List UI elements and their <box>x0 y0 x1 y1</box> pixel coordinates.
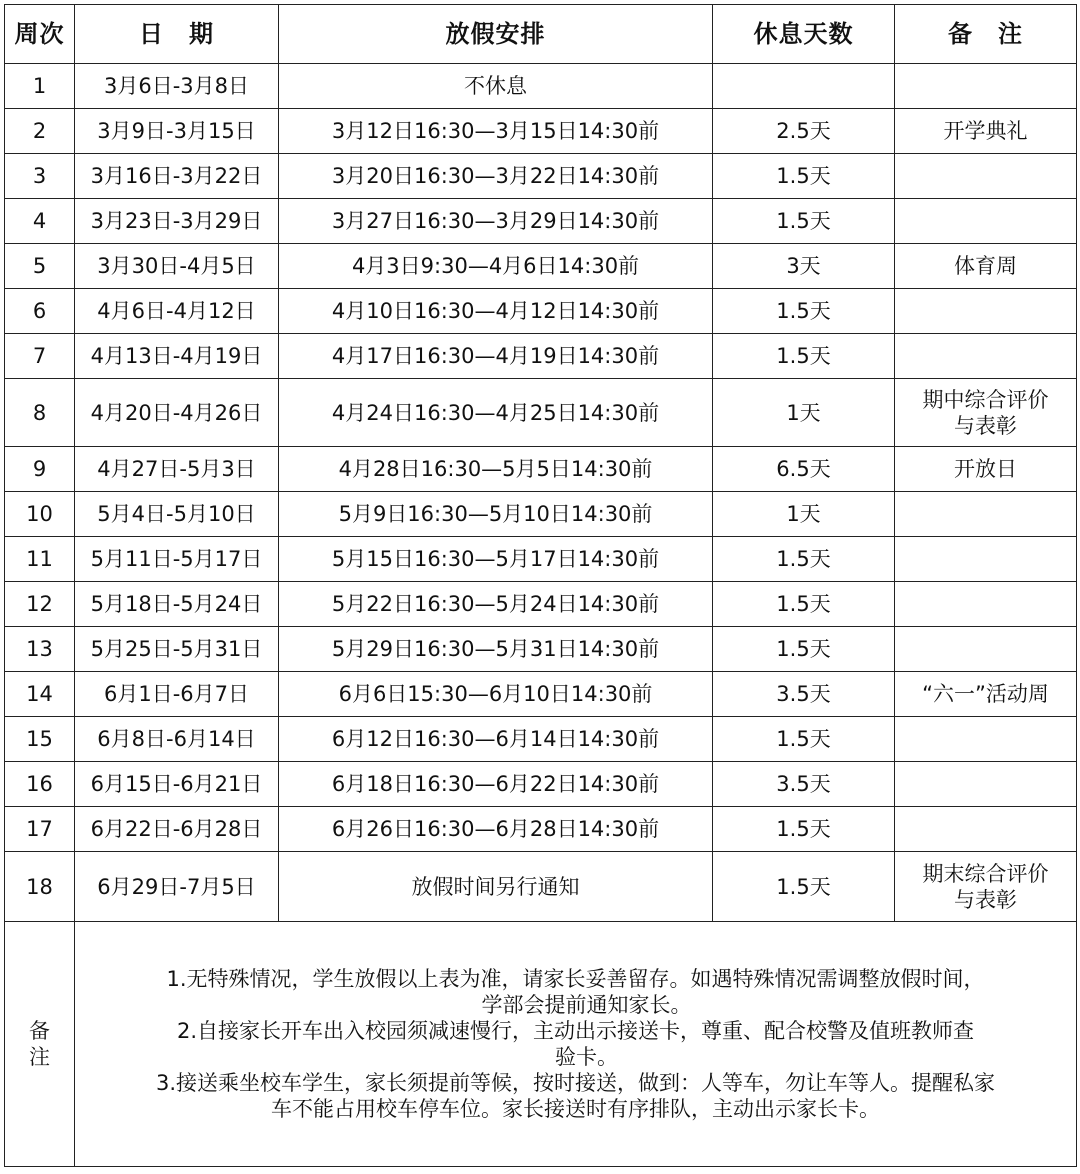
table-row <box>5 582 1077 627</box>
arrangement-cell: 3月20日16:30—3月22日14:30前 <box>279 154 713 199</box>
note-item <box>75 1070 1076 1122</box>
header-row <box>5 5 1077 64</box>
rest-days-cell: 1.5天 <box>713 154 895 199</box>
date-cell: 4月27日-5月3日 <box>75 447 279 492</box>
week-cell: 2 <box>5 109 75 154</box>
rest-days-cell: 3天 <box>713 244 895 289</box>
arrangement-cell: 4月3日9:30—4月6日14:30前 <box>279 244 713 289</box>
date-cell: 4月13日-4月19日 <box>75 334 279 379</box>
rest-days-cell: 1.5天 <box>713 717 895 762</box>
remark-cell <box>895 154 1077 199</box>
week-cell: 16 <box>5 762 75 807</box>
arrangement-cell: 5月15日16:30—5月17日14:30前 <box>279 537 713 582</box>
week-cell: 1 <box>5 64 75 109</box>
rest-days-cell: 1天 <box>713 379 895 447</box>
table-row <box>5 244 1077 289</box>
arrangement-cell: 6月12日16:30—6月14日14:30前 <box>279 717 713 762</box>
date-cell: 6月1日-6月7日 <box>75 672 279 717</box>
rest-days-cell: 1天 <box>713 492 895 537</box>
remark-cell <box>895 807 1077 852</box>
week-cell: 6 <box>5 289 75 334</box>
table-row <box>5 852 1077 922</box>
header-rest-days: 休息天数 <box>713 5 895 64</box>
header-date: 日 期 <box>75 5 279 64</box>
arrangement-cell: 6月26日16:30—6月28日14:30前 <box>279 807 713 852</box>
header-week: 周次 <box>5 5 75 64</box>
week-cell: 12 <box>5 582 75 627</box>
note-item <box>75 1018 1076 1070</box>
arrangement-cell: 3月27日16:30—3月29日14:30前 <box>279 199 713 244</box>
note-item-text: 2.自接家长开车出入校园须减速慢行，主动出示接送卡，尊重、配合校警及值班教师查 <box>176 1019 975 1043</box>
week-cell: 5 <box>5 244 75 289</box>
table-row <box>5 717 1077 762</box>
table-row <box>5 379 1077 447</box>
remark-cell: 开放日 <box>895 447 1077 492</box>
note-item-continuation: 验卡。 <box>555 1045 618 1069</box>
table-row <box>5 154 1077 199</box>
notes-label <box>5 922 75 1167</box>
date-cell: 6月22日-6月28日 <box>75 807 279 852</box>
rest-days-cell: 3.5天 <box>713 762 895 807</box>
arrangement-cell: 放假时间另行通知 <box>279 852 713 922</box>
schedule-body <box>5 64 1077 1167</box>
table-row <box>5 672 1077 717</box>
rest-days-cell: 2.5天 <box>713 109 895 154</box>
table-row <box>5 807 1077 852</box>
date-cell: 5月18日-5月24日 <box>75 582 279 627</box>
remark-cell: 期中综合评价与表彰 <box>895 379 1077 447</box>
arrangement-cell: 5月9日16:30—5月10日14:30前 <box>279 492 713 537</box>
arrangement-cell: 6月6日15:30—6月10日14:30前 <box>279 672 713 717</box>
header-remark: 备 注 <box>895 5 1077 64</box>
week-cell: 10 <box>5 492 75 537</box>
week-cell: 18 <box>5 852 75 922</box>
arrangement-cell: 不休息 <box>279 64 713 109</box>
remark-cell <box>895 289 1077 334</box>
header-arrangement: 放假安排 <box>279 5 713 64</box>
arrangement-cell: 5月29日16:30—5月31日14:30前 <box>279 627 713 672</box>
notes-label-char-2: 注 <box>29 1045 50 1069</box>
remark-cell: 体育周 <box>895 244 1077 289</box>
remark-cell <box>895 492 1077 537</box>
date-cell: 3月9日-3月15日 <box>75 109 279 154</box>
rest-days-cell: 1.5天 <box>713 537 895 582</box>
table-row <box>5 334 1077 379</box>
date-cell: 6月15日-6月21日 <box>75 762 279 807</box>
rest-days-cell: 1.5天 <box>713 334 895 379</box>
week-cell: 7 <box>5 334 75 379</box>
remark-cell: 开学典礼 <box>895 109 1077 154</box>
remark-cell <box>895 64 1077 109</box>
table-row <box>5 64 1077 109</box>
remark-cell <box>895 762 1077 807</box>
note-item-continuation: 学部会提前通知家长。 <box>481 993 692 1017</box>
date-cell: 6月8日-6月14日 <box>75 717 279 762</box>
note-item <box>75 966 1076 1018</box>
rest-days-cell: 1.5天 <box>713 852 895 922</box>
table-row <box>5 762 1077 807</box>
week-cell: 9 <box>5 447 75 492</box>
rest-days-cell: 1.5天 <box>713 627 895 672</box>
remark-cell: 期末综合评价与表彰 <box>895 852 1077 922</box>
rest-days-cell: 6.5天 <box>713 447 895 492</box>
date-cell: 3月30日-4月5日 <box>75 244 279 289</box>
rest-days-cell: 1.5天 <box>713 582 895 627</box>
rest-days-cell <box>713 64 895 109</box>
note-item-text: 3.接送乘坐校车学生，家长须提前等候，按时接送，做到：人等车，勿让车等人。提醒私家 <box>155 1071 996 1095</box>
rest-days-cell: 1.5天 <box>713 807 895 852</box>
arrangement-cell: 4月10日16:30—4月12日14:30前 <box>279 289 713 334</box>
remark-cell: “六一”活动周 <box>895 672 1077 717</box>
remark-cell <box>895 199 1077 244</box>
week-cell: 13 <box>5 627 75 672</box>
date-cell: 3月23日-3月29日 <box>75 199 279 244</box>
table-row <box>5 109 1077 154</box>
table-row <box>5 289 1077 334</box>
week-cell: 17 <box>5 807 75 852</box>
arrangement-cell: 4月24日16:30—4月25日14:30前 <box>279 379 713 447</box>
date-cell: 6月29日-7月5日 <box>75 852 279 922</box>
remark-cell <box>895 582 1077 627</box>
week-cell: 8 <box>5 379 75 447</box>
rest-days-cell: 3.5天 <box>713 672 895 717</box>
week-cell: 14 <box>5 672 75 717</box>
note-item-continuation: 车不能占用校车停车位。家长接送时有序排队，主动出示家长卡。 <box>271 1097 880 1121</box>
date-cell: 5月25日-5月31日 <box>75 627 279 672</box>
arrangement-cell: 4月17日16:30—4月19日14:30前 <box>279 334 713 379</box>
remark-cell <box>895 717 1077 762</box>
week-cell: 15 <box>5 717 75 762</box>
week-cell: 4 <box>5 199 75 244</box>
date-cell: 4月20日-4月26日 <box>75 379 279 447</box>
rest-days-cell: 1.5天 <box>713 199 895 244</box>
week-cell: 3 <box>5 154 75 199</box>
date-cell: 4月6日-4月12日 <box>75 289 279 334</box>
remark-cell <box>895 627 1077 672</box>
notes-body <box>75 922 1077 1167</box>
date-cell: 5月11日-5月17日 <box>75 537 279 582</box>
holiday-schedule-table <box>4 4 1077 1167</box>
arrangement-cell: 4月28日16:30—5月5日14:30前 <box>279 447 713 492</box>
arrangement-cell: 5月22日16:30—5月24日14:30前 <box>279 582 713 627</box>
rest-days-cell: 1.5天 <box>713 289 895 334</box>
date-cell: 3月16日-3月22日 <box>75 154 279 199</box>
remark-cell <box>895 537 1077 582</box>
notes-row <box>5 922 1077 1167</box>
table-row <box>5 492 1077 537</box>
week-cell: 11 <box>5 537 75 582</box>
remark-cell <box>895 334 1077 379</box>
arrangement-cell: 3月12日16:30—3月15日14:30前 <box>279 109 713 154</box>
table-row <box>5 447 1077 492</box>
table-row <box>5 537 1077 582</box>
date-cell: 3月6日-3月8日 <box>75 64 279 109</box>
date-cell: 5月4日-5月10日 <box>75 492 279 537</box>
notes-label-char-1: 备 <box>29 1019 50 1043</box>
table-row <box>5 199 1077 244</box>
table-row <box>5 627 1077 672</box>
note-item-text: 1.无特殊情况，学生放假以上表为准，请家长妥善留存。如遇特殊情况需调整放假时间， <box>166 967 985 991</box>
arrangement-cell: 6月18日16:30—6月22日14:30前 <box>279 762 713 807</box>
